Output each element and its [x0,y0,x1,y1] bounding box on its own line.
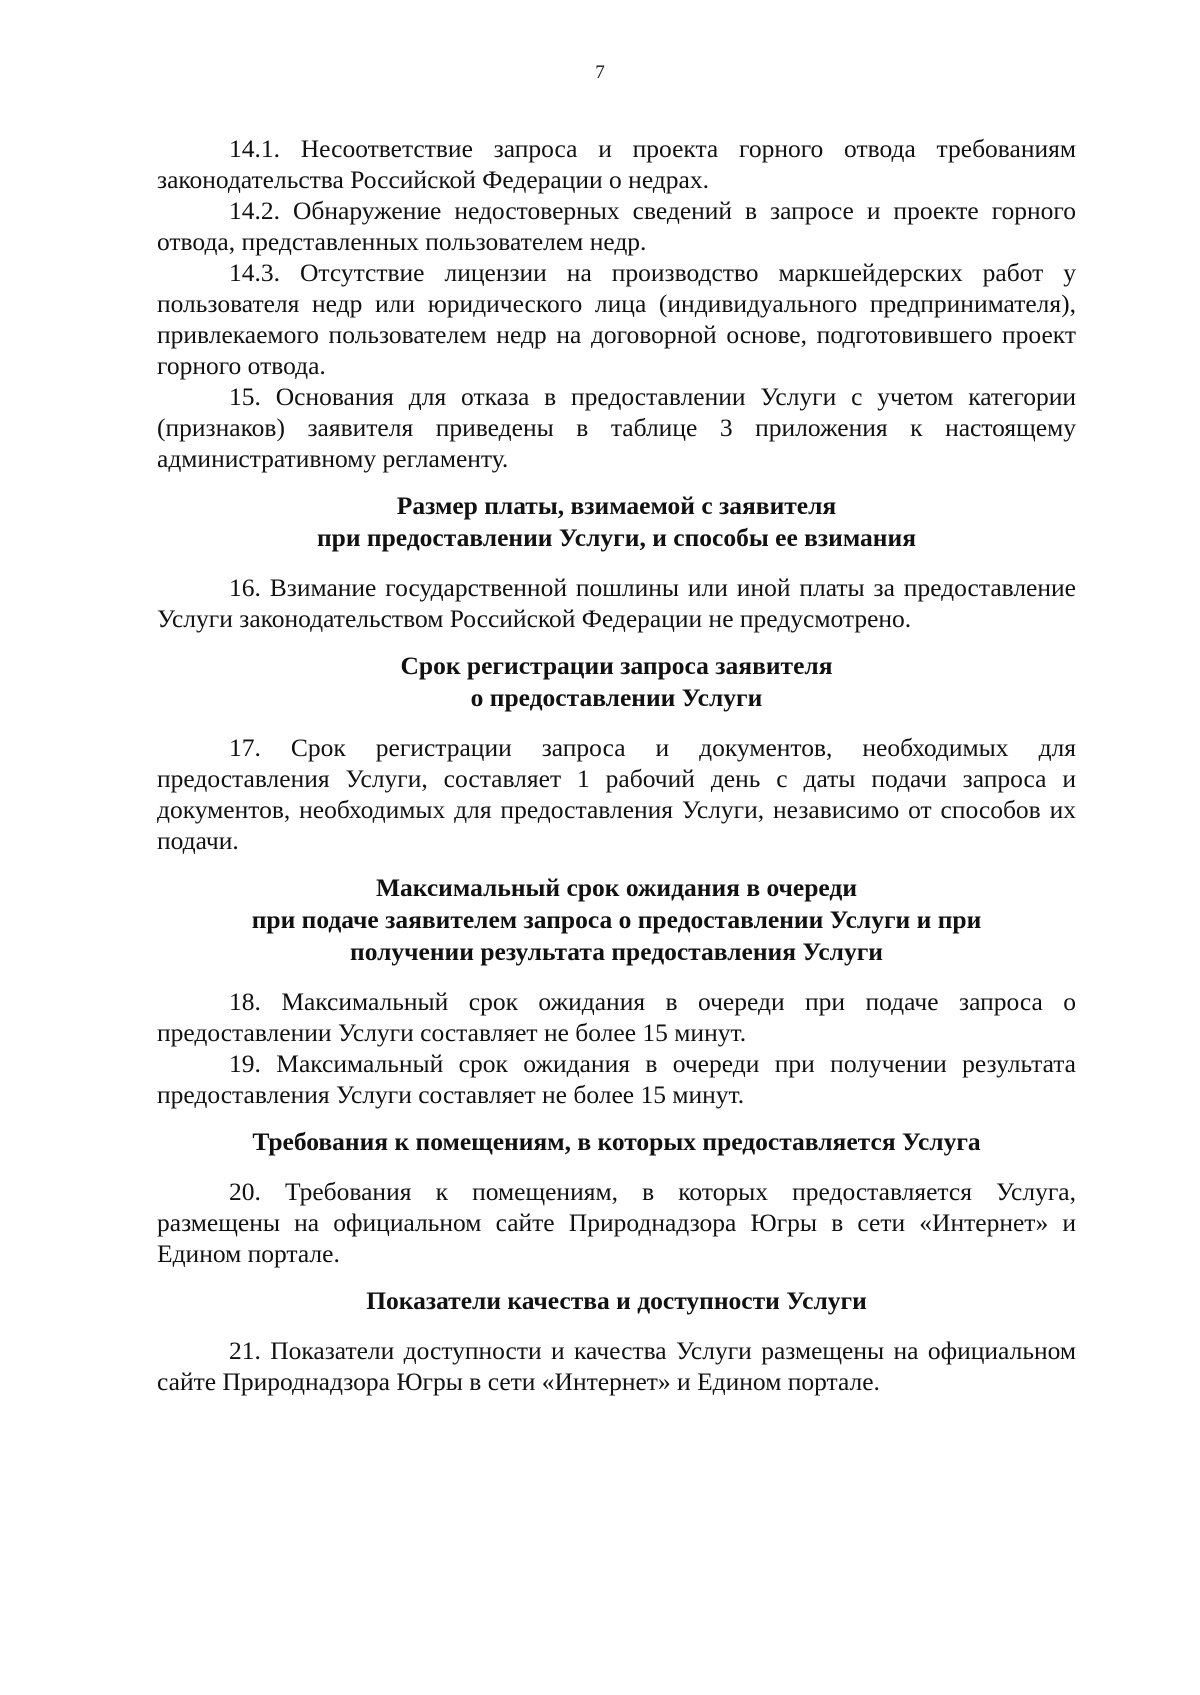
paragraph-21: 21. Показатели доступности и качества Услуги размещены на официальном сайте Природнадзора Югры в сети «Интернет» и Едином портале. [157,1336,1076,1396]
heading-fee-line-2: при предоставлении Услуги, и способы ее взимания [316,523,916,552]
heading-queue-line-2: при подаче заявителем запроса о предоставлении Услуги и при [251,905,982,934]
paragraph-20: 20. Требования к помещениям, в которых предоставляется Услуга, размещены на официальном сайте Природнадзора Югры в сети «Интернет» и Едином портале. [157,1177,1076,1268]
heading-quality [157,1285,1076,1317]
heading-registration-line-2: о предоставлении Услуги [470,683,763,712]
paragraph-14-2: 14.2. Обнаружение недостоверных сведений в запросе и проекте горного отвода, представленных пользователем недр. [157,196,1076,256]
paragraph-14-1: 14.1. Несоответствие запроса и проекта горного отвода требованиям законодательства Российской Федерации о недрах. [157,134,1076,194]
paragraph-18: 18. Максимальный срок ожидания в очереди при подаче запроса о предоставлении Услуги составляет не более 15 минут. [157,987,1076,1047]
page-number: 7 [595,62,605,83]
paragraph-14-3: 14.3. Отсутствие лицензии на производство маркшейдерских работ у пользователя недр или юридического лица (индивидуального предпринимателя), привлекаемого пользователем недр на договорной основе, подготовившего проект горного отвода. [157,258,1076,380]
heading-queue-line-1: Максимальный срок ожидания в очереди [375,873,858,902]
paragraph-17: 17. Срок регистрации запроса и документов, необходимых для предоставления Услуги, составляет 1 рабочий день с даты подачи запроса и документов, необходимых для предоставления Услуги, независимо от способов их подачи. [157,733,1076,855]
heading-registration-line-1: Срок регистрации запроса заявителя [400,651,833,680]
heading-fee-line-1: Размер платы, взимаемой с заявителя [396,491,837,520]
heading-quality-line-1: Показатели качества и доступности Услуги [366,1286,867,1315]
heading-premises-line-1: Требования к помещениям, в которых предоставляется Услуга [252,1127,981,1156]
paragraph-19: 19. Максимальный срок ожидания в очереди при получении результата предоставления Услуги составляет не более 15 минут. [157,1049,1076,1109]
paragraph-16: 16. Взимание государственной пошлины или иной платы за предоставление Услуги законодательством Российской Федерации не предусмотрено. [157,573,1076,633]
heading-registration-term [157,650,1076,714]
heading-queue-line-3: получении результата предоставления Услуги [350,937,883,966]
heading-premises [157,1126,1076,1158]
heading-queue-time [157,872,1076,968]
document-body [157,133,1076,1397]
heading-fee [157,490,1076,554]
paragraph-15: 15. Основания для отказа в предоставлении Услуги с учетом категории (признаков) заявителя приведены в таблице 3 приложения к настоящему административному регламенту. [157,382,1076,473]
